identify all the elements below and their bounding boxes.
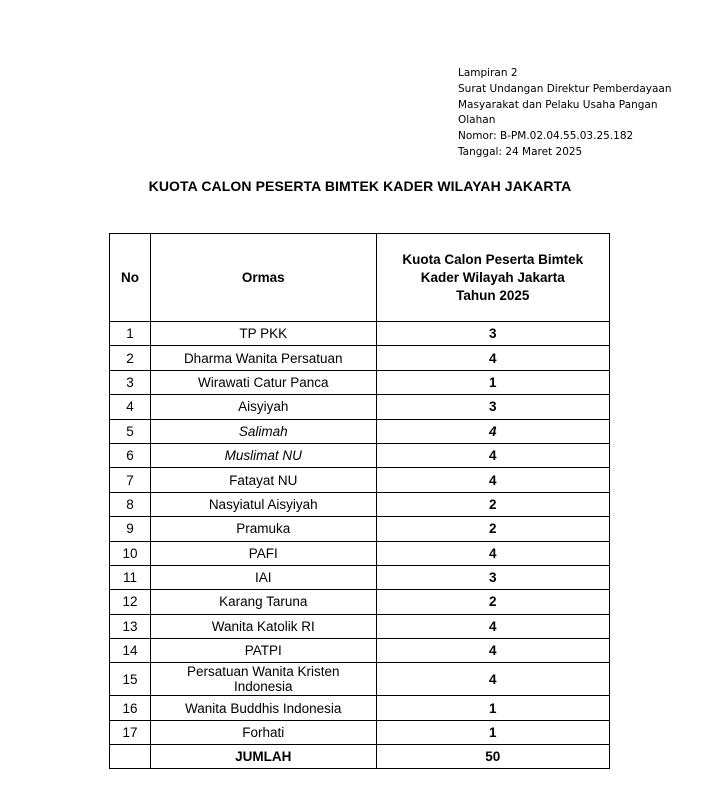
- header-ormas: Ormas: [150, 234, 376, 322]
- total-label: JUMLAH: [150, 745, 376, 769]
- row-kuota: 1: [376, 720, 610, 744]
- attachment-header: [458, 66, 708, 161]
- table-row: [110, 492, 610, 516]
- row-ormas-line-2: Indonesia: [233, 679, 293, 695]
- table-row: [110, 720, 610, 744]
- attachment-date: Tanggal: 24 Maret 2025: [458, 145, 583, 158]
- row-ormas: Dharma Wanita Persatuan: [150, 346, 376, 370]
- row-no: 5: [110, 419, 151, 443]
- row-kuota: 4: [376, 443, 610, 467]
- row-no: 15: [110, 663, 151, 696]
- total-value: 50: [376, 745, 610, 769]
- row-no: 9: [110, 517, 151, 541]
- table-row: [110, 517, 610, 541]
- header-no: No: [110, 234, 151, 322]
- row-no: 4: [110, 395, 151, 419]
- table-row: [110, 370, 610, 394]
- row-kuota: 3: [376, 395, 610, 419]
- row-kuota: 4: [376, 419, 610, 443]
- row-no: 14: [110, 639, 151, 663]
- row-kuota: 1: [376, 370, 610, 394]
- attachment-label: Lampiran 2: [458, 67, 518, 79]
- table-row: [110, 663, 610, 696]
- row-kuota: 3: [376, 565, 610, 589]
- row-ormas: TP PKK: [150, 322, 376, 346]
- row-ormas-line-1: Persatuan Wanita Kristen: [186, 664, 340, 680]
- quota-table: [109, 233, 610, 769]
- row-ormas: Forhati: [150, 720, 376, 744]
- header-kuota-line-1: Kuota Calon Peserta Bimtek: [402, 251, 584, 267]
- row-kuota: 2: [376, 590, 610, 614]
- row-ormas: [150, 663, 376, 696]
- row-no: 16: [110, 696, 151, 720]
- row-kuota: 4: [376, 541, 610, 565]
- table-row: [110, 346, 610, 370]
- header-kuota-line-3: Tahun 2025: [456, 287, 530, 303]
- header-kuota: [376, 234, 610, 322]
- header-kuota-line-2: Kader Wilayah Jakarta: [420, 269, 565, 285]
- attachment-line-1: Surat Undangan Direktur Pemberdayaan: [458, 82, 672, 95]
- row-kuota: 4: [376, 346, 610, 370]
- attachment-line-3: Olahan: [458, 114, 496, 127]
- table-row: [110, 590, 610, 614]
- row-kuota: 2: [376, 492, 610, 516]
- row-no: 11: [110, 565, 151, 589]
- table-row: [110, 614, 610, 638]
- row-ormas: Pramuka: [150, 517, 376, 541]
- row-kuota: 2: [376, 517, 610, 541]
- row-ormas: Nasyiatul Aisyiyah: [150, 492, 376, 516]
- row-ormas: Wirawati Catur Panca: [150, 370, 376, 394]
- row-no: 7: [110, 468, 151, 492]
- row-no: 3: [110, 370, 151, 394]
- row-kuota: 3: [376, 322, 610, 346]
- table-row: [110, 419, 610, 443]
- attachment-number: Nomor: B-PM.02.04.55.03.25.182: [458, 130, 634, 143]
- row-no: 1: [110, 322, 151, 346]
- table-row: [110, 322, 610, 346]
- table-row: [110, 395, 610, 419]
- table-header-row: [110, 234, 610, 322]
- row-ormas: Salimah: [150, 419, 376, 443]
- row-ormas: PATPI: [150, 639, 376, 663]
- row-kuota: 4: [376, 639, 610, 663]
- row-ormas: Aisyiyah: [150, 395, 376, 419]
- total-row: [110, 745, 610, 769]
- row-no: 10: [110, 541, 151, 565]
- row-ormas: IAI: [150, 565, 376, 589]
- row-kuota: 4: [376, 468, 610, 492]
- table-row: [110, 639, 610, 663]
- row-no: 8: [110, 492, 151, 516]
- row-no: 6: [110, 443, 151, 467]
- total-empty-cell: [110, 745, 151, 769]
- attachment-line-2: Masyarakat dan Pelaku Usaha Pangan: [458, 98, 658, 111]
- row-kuota: 4: [376, 663, 610, 696]
- document-title: KUOTA CALON PESERTA BIMTEK KADER WILAYAH JAKARTA: [148, 178, 572, 194]
- table-row: [110, 541, 610, 565]
- row-ormas: Karang Taruna: [150, 590, 376, 614]
- row-no: 12: [110, 590, 151, 614]
- table-row: [110, 565, 610, 589]
- row-kuota: 4: [376, 614, 610, 638]
- row-no: 13: [110, 614, 151, 638]
- row-ormas: Fatayat NU: [150, 468, 376, 492]
- row-ormas: Wanita Buddhis Indonesia: [150, 696, 376, 720]
- table-row: [110, 468, 610, 492]
- row-ormas: Wanita Katolik RI: [150, 614, 376, 638]
- table-row: [110, 696, 610, 720]
- row-ormas: PAFI: [150, 541, 376, 565]
- row-kuota: 1: [376, 696, 610, 720]
- row-no: 17: [110, 720, 151, 744]
- table-row: [110, 443, 610, 467]
- row-no: 2: [110, 346, 151, 370]
- row-ormas: Muslimat NU: [150, 443, 376, 467]
